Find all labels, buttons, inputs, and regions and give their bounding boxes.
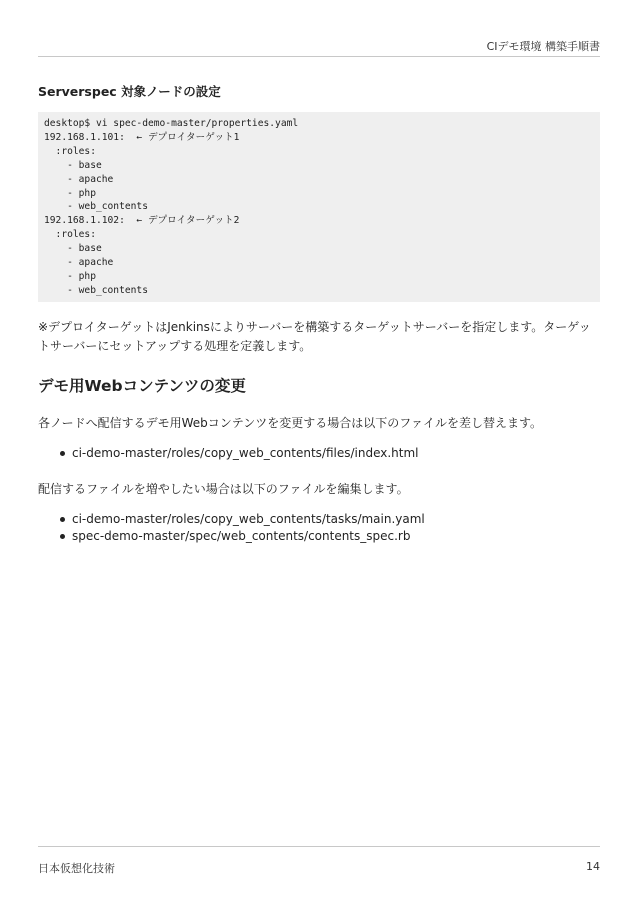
list-item <box>72 511 600 528</box>
footer-company: 日本仮想化技術 <box>38 862 115 875</box>
subsection-title: Serverspec 対象ノードの設定 <box>38 84 221 99</box>
code-line: - base <box>44 243 102 255</box>
bullet-icon <box>60 451 65 456</box>
page-number: 14 <box>586 860 600 873</box>
file-path: ci-demo-master/roles/copy_web_contents/tasks/main.yaml <box>72 511 425 526</box>
code-line: - apache <box>44 257 114 269</box>
file-path: ci-demo-master/roles/copy_web_contents/files/index.html <box>72 445 419 460</box>
code-line: :roles: <box>44 145 96 157</box>
list-item <box>72 528 600 545</box>
header-divider <box>38 56 600 57</box>
replace-intro: 各ノードへ配信するデモ用Webコンテンツを変更する場合は以下のファイルを差し替えます。 <box>38 415 543 430</box>
code-line: 192.168.1.102: ← デプロイターゲット2 <box>44 215 240 227</box>
edit-intro: 配信するファイルを増やしたい場合は以下のファイルを編集します。 <box>38 481 409 496</box>
section-title: デモ用Webコンテンツの変更 <box>38 376 246 395</box>
bullet-icon <box>60 534 65 539</box>
code-line: - base <box>44 159 102 171</box>
code-line: - php <box>44 270 96 282</box>
list-item <box>72 445 600 462</box>
edit-file-list <box>38 511 600 545</box>
code-line: 192.168.1.101: ← デプロイターゲット1 <box>44 131 240 143</box>
code-line: - web_contents <box>44 284 148 296</box>
page-content <box>38 82 600 545</box>
replace-file-list <box>38 445 600 462</box>
code-line: :roles: <box>44 229 96 241</box>
file-path: spec-demo-master/spec/web_contents/contents_spec.rb <box>72 528 411 543</box>
code-line: desktop$ vi spec-demo-master/properties.yaml <box>44 118 299 129</box>
code-line: - php <box>44 187 96 199</box>
code-line: - apache <box>44 173 114 185</box>
code-line: - web_contents <box>44 201 148 213</box>
deploy-target-note: ※デプロイターゲットはJenkinsによりサーバーを構築するターゲットサーバーを指定します。ターゲットサーバーにセットアップする処理を定義します。 <box>38 319 591 353</box>
running-header: CIデモ環境 構築手順書 <box>486 40 600 53</box>
footer-divider <box>38 846 600 847</box>
bullet-icon <box>60 517 65 522</box>
code-block <box>38 112 600 302</box>
